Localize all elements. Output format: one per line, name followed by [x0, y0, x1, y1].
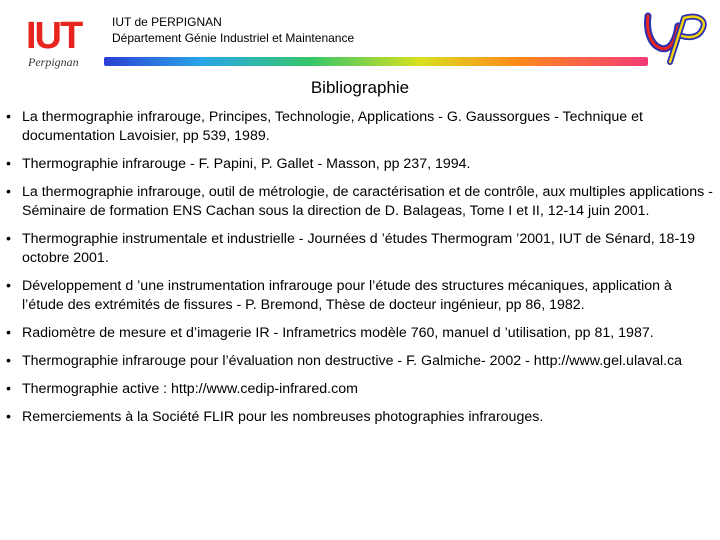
bullet-icon: •: [6, 109, 11, 125]
reference-text: Thermographie infrarouge pour l’évaluation non destructive - F. Galmiche- 2002 - http://www.gel.ulaval.ca: [22, 353, 683, 369]
bullet-icon: •: [6, 278, 11, 294]
bullet-icon: •: [6, 156, 11, 172]
reference-text: Thermographie active : http://www.cedip-infrared.com: [22, 381, 358, 397]
page-title: Bibliographie: [310, 78, 410, 97]
list-item: [6, 352, 716, 371]
bullet-icon: •: [6, 409, 11, 425]
reference-text: Thermographie instrumentale et industrielle - Journées d ’études Thermogram ’2001, IUT de Sénard, 18-19 octobre 2001.: [22, 231, 695, 266]
institution-name: IUT de PERPIGNAN: [112, 15, 222, 29]
bullet-icon: •: [6, 184, 11, 200]
bullet-icon: •: [6, 231, 11, 247]
reference-text: Thermographie infrarouge - F. Papini, P. Gallet - Masson, pp 237, 1994.: [22, 156, 471, 172]
department-name: Département Génie Industriel et Maintenance: [112, 31, 355, 45]
list-item: [6, 183, 716, 221]
reference-text: Radiomètre de mesure et d’imagerie IR - Inframetrics modèle 760, manuel d ’utilisation, pp 81, 1987.: [22, 325, 654, 341]
list-item: [6, 324, 716, 343]
reference-text: Développement d ’une instrumentation infrarouge pour l’étude des structures mécaniques, application à l’étude des extrémités de fissures - P. Bremond, Thèse de docteur ingénieur, pp 86, 1982.: [22, 278, 672, 313]
list-item: [6, 408, 716, 427]
list-item: [6, 108, 716, 146]
bullet-icon: •: [6, 381, 11, 397]
reference-text: La thermographie infrarouge, Principes, Technologie, Applications - G. Gaussorgues - Technique et documentation Lavoisier, pp 539, 1989.: [22, 109, 643, 144]
institution-header: [112, 14, 354, 46]
list-item: [6, 155, 716, 174]
up-logo-text: UP: [640, 10, 642, 11]
bibliography-list: [6, 108, 716, 436]
header-rainbow-bar: [104, 57, 648, 66]
iut-logo-subtext: Perpignan: [28, 55, 79, 69]
reference-text: Remerciements à la Société FLIR pour les nombreuses photographies infrarouges.: [22, 409, 544, 425]
up-logo: [640, 10, 712, 68]
list-item: [6, 277, 716, 315]
list-item: [6, 230, 716, 268]
iut-logo: [24, 12, 90, 70]
iut-logo-text: IUT: [26, 15, 82, 57]
bullet-icon: •: [6, 353, 11, 369]
bullet-icon: •: [6, 325, 11, 341]
list-item: [6, 380, 716, 399]
reference-text: La thermographie infrarouge, outil de métrologie, de caractérisation et de contrôle, aux multiples applications - Séminaire de formation ENS Cachan sous la direction de D. Balageas, Tome I et II, 12-14 juin 2001.: [22, 184, 713, 219]
